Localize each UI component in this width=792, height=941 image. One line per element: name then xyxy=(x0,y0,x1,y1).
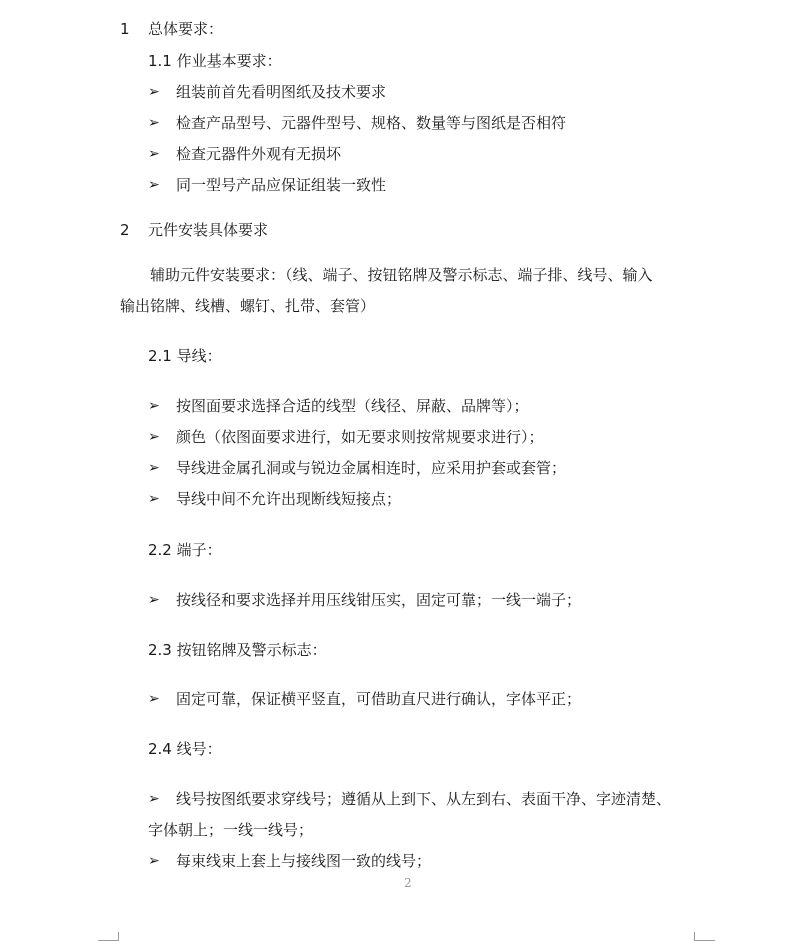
bullet-arrow-icon: ➢ xyxy=(148,592,160,608)
subsection-2-3-heading: 2.3 按钮铭牌及警示标志： xyxy=(148,641,327,659)
list-item: 线号按图纸要求穿线号；遵循从上到下、从左到右、表面干净、字迹清楚、 xyxy=(176,790,672,808)
bullet-arrow-icon: ➢ xyxy=(148,491,160,507)
list-item: 导线中间不允许出现断线短接点； xyxy=(176,490,402,508)
list-item: 按线径和要求选择并用压线钳压实，固定可靠；一线一端子； xyxy=(176,591,582,609)
intro-paragraph-line-1: 辅助元件安装要求：（线、端子、按钮铭牌及警示标志、端子排、线号、输入 xyxy=(150,266,653,284)
subsection-2-2-heading: 2.2 端子： xyxy=(148,541,222,559)
subsection-2-4-heading: 2.4 线号： xyxy=(148,740,222,758)
bullet-arrow-icon: ➢ xyxy=(148,84,160,100)
bullet-arrow-icon: ➢ xyxy=(148,853,160,869)
page-number: 2 xyxy=(404,876,412,890)
list-item: 组装前首先看明图纸及技术要求 xyxy=(176,83,387,101)
section-2-heading xyxy=(120,220,268,240)
list-item: 固定可靠，保证横平竖直，可借助直尺进行确认，字体平正； xyxy=(176,690,582,708)
bullet-arrow-icon: ➢ xyxy=(148,460,160,476)
intro-paragraph-line-2: 输出铭牌、线槽、螺钉、扎带、套管） xyxy=(120,297,376,315)
section-1-heading xyxy=(120,19,223,39)
subsection-1-1-heading: 1.1 作业基本要求： xyxy=(148,52,282,70)
list-item: 每束线束上套上与接线图一致的线号； xyxy=(176,852,432,870)
list-item: 检查元器件外观有无损坏 xyxy=(176,145,342,163)
list-item-continuation: 字体朝上；一线一线号； xyxy=(148,821,314,839)
section-2-title: 元件安装具体要求 xyxy=(148,221,269,239)
bullet-arrow-icon: ➢ xyxy=(148,115,160,131)
bullet-arrow-icon: ➢ xyxy=(148,398,160,414)
list-item: 导线进金属孔洞或与锐边金属相连时，应采用护套或套管； xyxy=(176,459,567,477)
section-1-number: 1 xyxy=(120,20,130,38)
list-item: 检查产品型号、元器件型号、规格、数量等与图纸是否相符 xyxy=(176,114,567,132)
bullet-arrow-icon: ➢ xyxy=(148,177,160,193)
bullet-arrow-icon: ➢ xyxy=(148,429,160,445)
list-item: 同一型号产品应保证组装一致性 xyxy=(176,176,387,194)
section-1-title: 总体要求： xyxy=(148,20,224,38)
bullet-arrow-icon: ➢ xyxy=(148,791,160,807)
subsection-2-1-heading: 2.1 导线： xyxy=(148,347,222,365)
list-item: 颜色（依图面要求进行，如无要求则按常规要求进行）； xyxy=(176,428,544,446)
section-2-number: 2 xyxy=(120,221,130,239)
bullet-arrow-icon: ➢ xyxy=(148,691,160,707)
list-item: 按图面要求选择合适的线型（线径、屏蔽、品牌等）； xyxy=(176,397,529,415)
bullet-arrow-icon: ➢ xyxy=(148,146,160,162)
